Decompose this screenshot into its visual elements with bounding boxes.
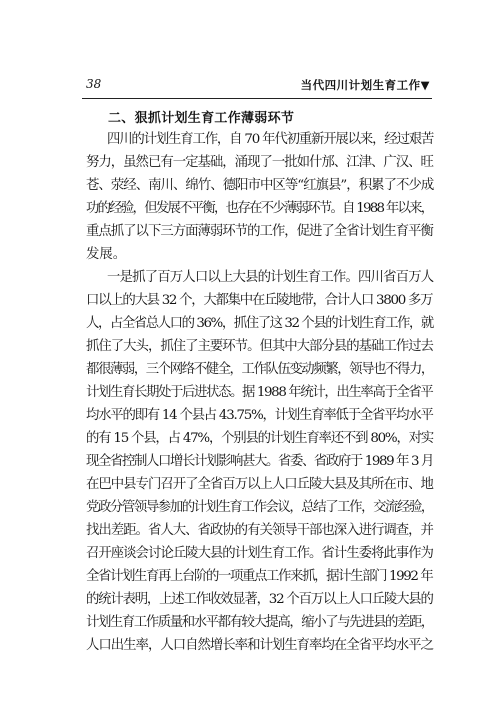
body-text-line: 人，占全省总人口的 36%，抓住了这 32 个县的计划生育工作，就 — [86, 316, 433, 331]
body-text-line: 找出差距。省人大、省政协的有关领导干部也深入进行调查，并 — [86, 523, 433, 538]
body-text-line: 都很薄弱，三个网络不健全，工作队伍变动频繁，领导也不得力， — [86, 362, 433, 377]
body-text-line: 口以上的大县 32 个，大都集中在丘陵地带，合计人口 3800 多万 — [86, 293, 433, 308]
page-header — [86, 77, 430, 95]
section-heading: 二、狠抓计划生育工作薄弱环节 — [108, 111, 295, 126]
body-text-line: 全省计划生育再上台阶的一项重点工作来抓，据计生部门 1992 年 — [86, 569, 433, 584]
body-text-line: 的有 15 个县，占 47%，个别县的计划生育率还不到 80%，对实 — [86, 431, 433, 446]
body-text-line: 的统计表明，上述工作收效显著，32 个百万以上人口丘陵大县的 — [86, 592, 433, 607]
body-text-line: 召开座谈会讨论丘陵大县的计划生育工作。省计生委将此事作为 — [86, 546, 433, 561]
body-text-line: 抓住了大头，抓住了主要环节。但其中大部分县的基础工作过去 — [86, 339, 433, 354]
body-text-line: 努力，虽然已有一定基础，涌现了一批如什邡、江津、广汉、旺 — [86, 155, 433, 170]
page-number: 38 — [86, 77, 102, 91]
body-text-line: 在巴中县专门召开了全省百万以上人口丘陵大县及其所在市、地 — [86, 477, 433, 492]
body-text-line: 计划生育长期处于后进状态。据 1988 年统计，出生率高于全省平 — [86, 385, 433, 400]
body-text-line: 功的经验，但发展不平衡，也存在不少薄弱环节。自 1988 年以来， — [86, 201, 433, 216]
body-text-line: 四川的计划生育工作，自 70 年代初重新开展以来，经过艰苦 — [107, 132, 434, 147]
running-title: 当代四川计划生育工作▼ — [300, 78, 430, 92]
body-text-line: 一是抓了百万人口以上大县的计划生育工作。四川省百万人 — [107, 270, 434, 285]
body-text-line: 均水平的即有 14 个县占 43.75%，计划生育率低于全省平均水平 — [86, 408, 433, 423]
body-text-line: 苍、荥经、南川、绵竹、德阳市中区等“红旗县”，积累了不少成 — [86, 178, 434, 193]
body-text-line: 重点抓了以下三方面薄弱环节的工作，促进了全省计划生育平衡 — [86, 224, 433, 239]
header-divider — [82, 98, 432, 99]
body-text-line: 发展。 — [86, 247, 127, 262]
body-text-line: 人口出生率，人口自然增长率和计划生育率均在全省平均水平之 — [86, 638, 433, 653]
body-text-line: 现全省控制人口增长计划影响甚大。省委、省政府于 1989 年 3 月 — [86, 454, 433, 469]
body-text-line: 计划生育工作质量和水平都有较大提高，缩小了与先进县的差距， — [86, 615, 433, 630]
body-text-line: 党政分管领导参加的计划生育工作会议，总结了工作，交流经验， — [86, 500, 433, 515]
